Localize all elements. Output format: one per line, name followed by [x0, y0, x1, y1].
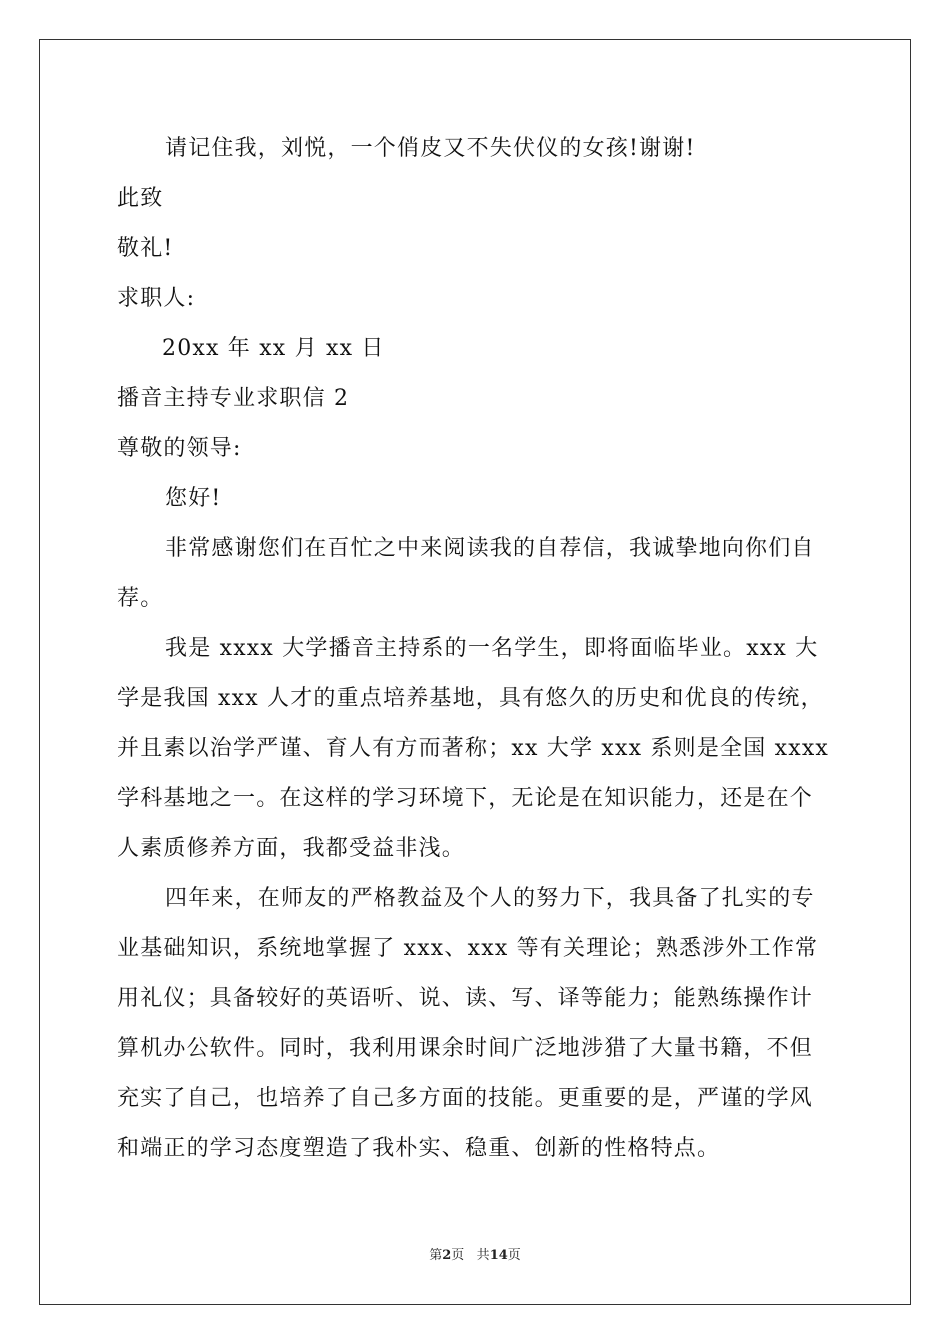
paragraph-3-line: 算机办公软件。同时，我利用课余时间广泛地涉猎了大量书籍，不但 — [117, 1036, 814, 1061]
closing-line: 请记住我，刘悦，一个俏皮又不失伏仪的女孩!谢谢! — [165, 136, 696, 161]
total-prefix: 共 — [476, 1248, 490, 1263]
signature-label: 求职人: — [117, 286, 196, 311]
page-label-suffix: 页 — [451, 1248, 465, 1263]
date-line: 20xx 年 xx 月 xx 日 — [162, 336, 385, 361]
paragraph-1-line: 荐。 — [117, 586, 164, 611]
page-number: 2 — [442, 1248, 452, 1263]
paragraph-2-line: 人素质修养方面，我都受益非浅。 — [117, 836, 466, 861]
total-suffix: 页 — [507, 1248, 521, 1263]
paragraph-2-line: 我是 xxxx 大学播音主持系的一名学生，即将面临毕业。xxx 大 — [165, 636, 819, 661]
page-footer — [0, 1247, 950, 1265]
paragraph-3-line: 四年来，在师友的严格教益及个人的努力下，我具备了扎实的专 — [165, 886, 815, 911]
greeting-line: 尊敬的领导: — [117, 436, 242, 461]
page-border — [39, 39, 911, 1305]
paragraph-2-line: 并且素以治学严谨、育人有方而著称；xx 大学 xxx 系则是全国 xxxx — [117, 736, 830, 761]
paragraph-1-line: 非常感谢您们在百忙之中来阅读我的自荐信，我诚挚地向你们自 — [165, 536, 815, 561]
hello-line: 您好! — [165, 486, 222, 511]
salutation-line-2: 敬礼! — [117, 236, 174, 261]
page-label-prefix: 第 — [429, 1248, 443, 1263]
salutation-line-1: 此致 — [117, 186, 164, 211]
letter-title: 播音主持专业求职信 2 — [117, 386, 350, 411]
paragraph-3-line: 和端正的学习态度塑造了我朴实、稳重、创新的性格特点。 — [117, 1136, 721, 1161]
paragraph-2-line: 学是我国 xxx 人才的重点培养基地，具有悠久的历史和优良的传统， — [117, 686, 824, 711]
paragraph-2-line: 学科基地之一。在这样的学习环境下，无论是在知识能力，还是在个 — [117, 786, 814, 811]
paragraph-3-line: 业基础知识，系统地掌握了 xxx、xxx 等有关理论；熟悉涉外工作常 — [117, 936, 819, 961]
paragraph-3-line: 用礼仪；具备较好的英语听、说、读、写、译等能力；能熟练操作计 — [117, 986, 814, 1011]
paragraph-3-line: 充实了自己，也培养了自己多方面的技能。更重要的是，严谨的学风 — [117, 1086, 814, 1111]
total-pages: 14 — [489, 1248, 508, 1263]
